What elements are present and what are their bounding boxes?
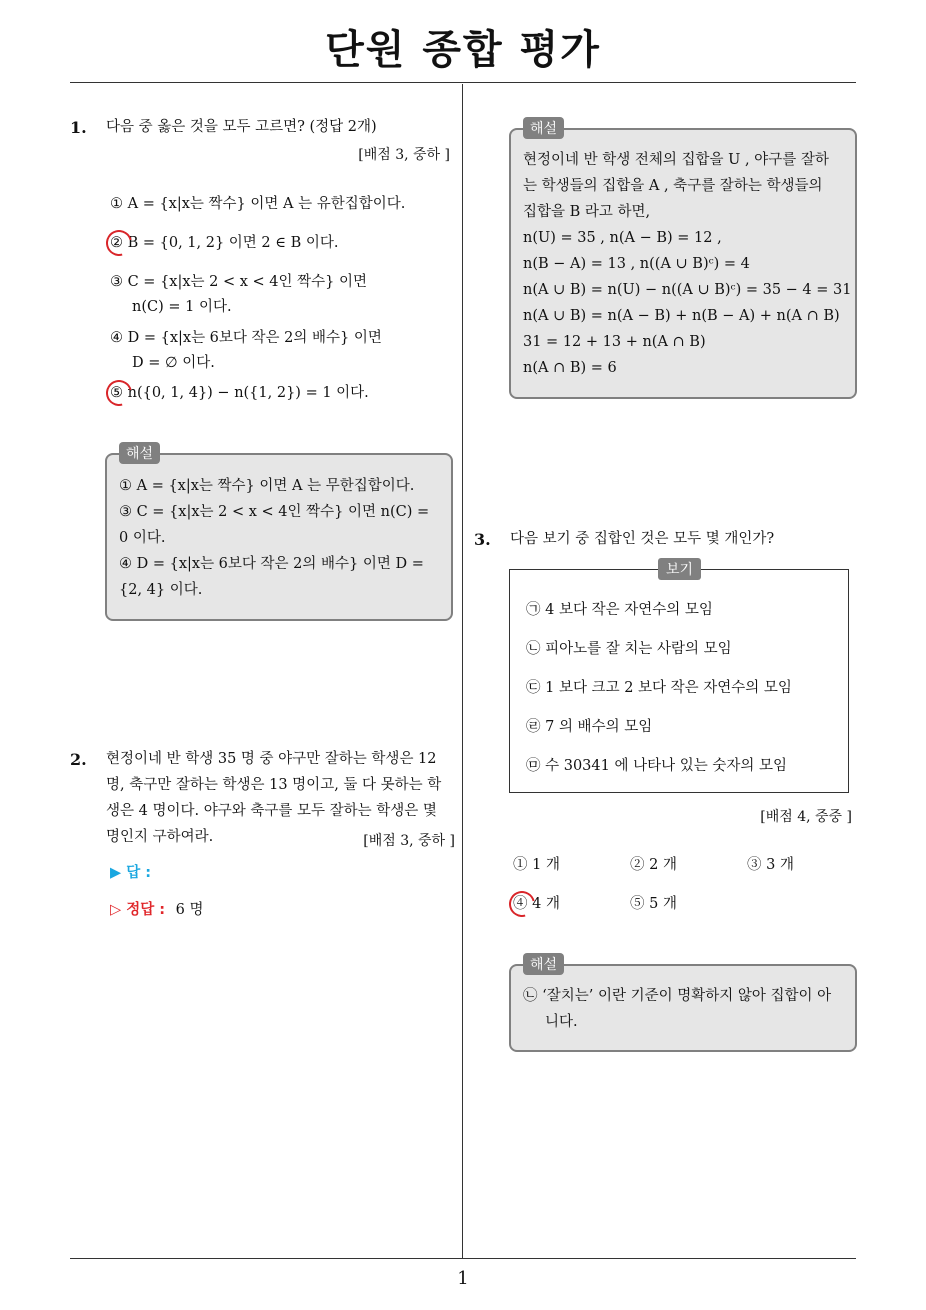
q2-question-line: 생은 4 명이다. 야구와 축구를 모두 잘하는 학생은 몇	[106, 803, 437, 819]
q1-number: 1.	[70, 118, 87, 137]
q2-score: [배점 3, 중하 ]	[363, 833, 455, 849]
q1-option-3-cont: n(C) = 1 이다.	[132, 299, 232, 315]
q2-expl-line: 는 학생들의 집합을 A , 축구를 잘하는 학생들의	[523, 178, 823, 194]
q3-expl-line: ㉡ ‘잘치는’ 이란 기준이 명확하지 않아 집합이 아	[523, 988, 832, 1004]
q2-expl-line: 집합을 B 라고 하면,	[523, 204, 651, 220]
q1-explanation-box	[105, 446, 453, 621]
q1-expl-line: ④ D = {x|x는 6보다 작은 2의 배수} 이면 D =	[119, 556, 424, 572]
q1-explanation-tag: 해설	[119, 442, 160, 464]
q2-expl-line: 31 = 12 + 13 + n(A ∩ B)	[523, 334, 706, 350]
q1-option-1[interactable]: ① A = {x|x는 짝수} 이면 A 는 유한집합이다.	[110, 196, 406, 212]
page-title: 단원 종합 평가	[325, 27, 601, 73]
q3-bogi-item: ㉠ 4 보다 작은 자연수의 모임	[526, 602, 713, 618]
q2-answer-label-text: ▶ 답 :	[110, 865, 152, 881]
q2-explanation-body	[523, 147, 853, 381]
q3-bogi-item: ㉣ 7 의 배수의 모임	[526, 719, 653, 735]
q1-option-4-cont: D = ∅ 이다.	[132, 355, 215, 371]
q3-choice-3[interactable]: ③ 3 개	[747, 857, 794, 873]
column-divider	[462, 84, 463, 1258]
q3-expl-line: 니다.	[545, 1014, 578, 1030]
q2-question-line: 현정이네 반 학생 35 명 중 야구만 잘하는 학생은 12	[106, 751, 437, 767]
q3-question: 다음 보기 중 집합인 것은 모두 몇 개인가?	[510, 531, 775, 547]
q2-correct-label: ▷ 정답 :	[110, 902, 166, 918]
q3-explanation-tag: 해설	[523, 953, 564, 975]
q2-question-line: 명인지 구하여라.	[106, 829, 214, 845]
q2-expl-line: n(B − A) = 13 , n((A ∪ B)ᶜ) = 4	[523, 256, 750, 272]
q3-bogi-item: ㉤ 수 30341 에 나타나 있는 숫자의 모임	[526, 758, 787, 774]
q2-explanation-box	[509, 121, 857, 399]
q3-choice-2[interactable]: ② 2 개	[630, 857, 677, 873]
q3-bogi-box	[509, 562, 849, 793]
q3-choice-4[interactable]: ④ 4 개	[513, 896, 560, 912]
q2-correct	[110, 897, 204, 923]
q1-expl-line: ① A = {x|x는 짝수} 이면 A 는 무한집합이다.	[119, 478, 415, 494]
q1-option-2[interactable]: ② B = {0, 1, 2} 이면 2 ∈ B 이다.	[110, 235, 339, 251]
q1-score: [배점 3, 중하 ]	[358, 147, 450, 163]
q1-option-3[interactable]: ③ C = {x|x는 2 < x < 4인 짝수} 이면	[110, 274, 367, 290]
q2-expl-line: n(A ∩ B) = 6	[523, 360, 617, 376]
q2-expl-line: n(A ∪ B) = n(U) − n((A ∪ B)ᶜ) = 35 − 4 = 31	[523, 282, 852, 298]
q1-expl-line: 0 이다.	[119, 530, 166, 546]
q2-correct-value: 6 명	[175, 902, 204, 918]
q2-number: 2.	[70, 750, 87, 769]
q2-expl-line: 현정이네 반 학생 전체의 집합을 U , 야구를 잘하	[523, 152, 829, 168]
q2-expl-line: n(U) = 35 , n(A − B) = 12 ,	[523, 230, 722, 246]
q2-expl-line: n(A ∪ B) = n(A − B) + n(B − A) + n(A ∩ B)	[523, 308, 840, 324]
q1-expl-line: {2, 4} 이다.	[119, 582, 203, 598]
q3-choice-1[interactable]: ① 1 개	[513, 857, 560, 873]
q3-explanation-box	[509, 957, 857, 1052]
q3-score: [배점 4, 중중 ]	[760, 809, 852, 825]
q3-bogi-tag: 보기	[658, 558, 701, 580]
page-number: 1	[457, 1268, 469, 1289]
q1-question: 다음 중 옳은 것을 모두 고르면? (정답 2개)	[106, 119, 377, 135]
q3-bogi-item: ㉡ 피아노를 잘 치는 사람의 모임	[526, 641, 732, 657]
q2-answer-label	[110, 860, 151, 886]
q3-choice-5[interactable]: ⑤ 5 개	[630, 896, 677, 912]
q3-number: 3.	[474, 530, 491, 549]
q2-explanation-tag: 해설	[523, 117, 564, 139]
top-divider	[70, 82, 856, 83]
q3-bogi-item: ㉢ 1 보다 크고 2 보다 작은 자연수의 모임	[526, 680, 792, 696]
q3-explanation-body	[523, 983, 853, 1035]
q1-explanation-body	[119, 473, 445, 603]
q1-option-5[interactable]: ⑤ n({0, 1, 4}) − n({1, 2}) = 1 이다.	[110, 385, 369, 401]
q2-question-line: 명, 축구만 잘하는 학생은 13 명이고, 둘 다 못하는 학	[106, 777, 442, 793]
q1-option-4[interactable]: ④ D = {x|x는 6보다 작은 2의 배수} 이면	[110, 330, 382, 346]
q1-expl-line: ③ C = {x|x는 2 < x < 4인 짝수} 이면 n(C) =	[119, 504, 430, 520]
bottom-divider	[70, 1258, 856, 1259]
